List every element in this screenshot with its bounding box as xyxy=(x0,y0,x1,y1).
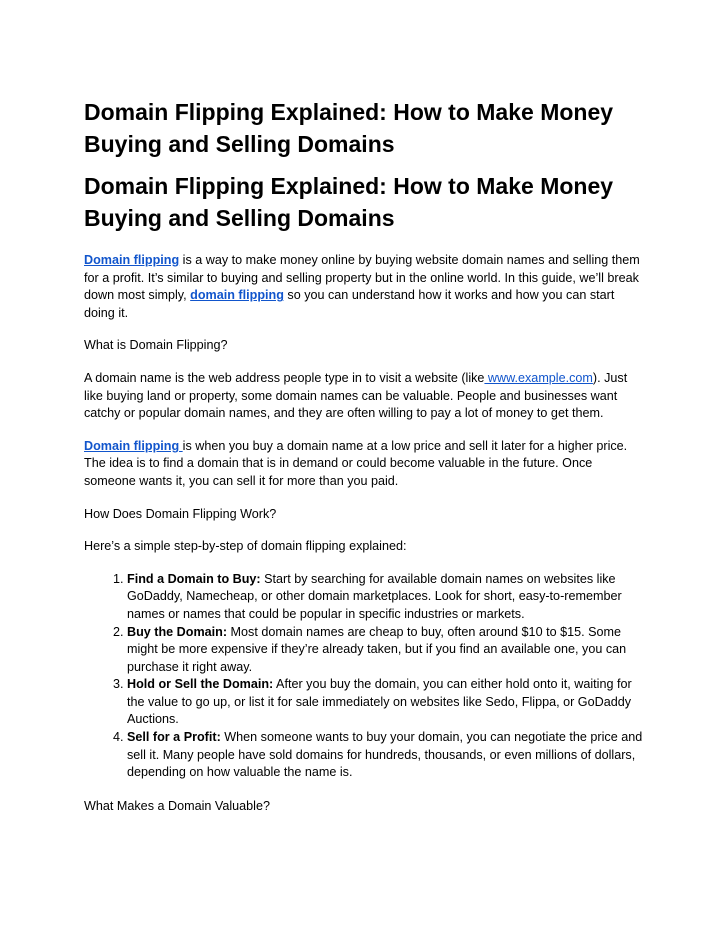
steps-list xyxy=(84,571,644,782)
step-text: Start by searching for available domain names on websites like GoDaddy, Namecheap, or other domain marketplaces. Look for short, easy-to-remember names or names that could be popular in specific industries or markets. xyxy=(127,571,622,621)
flipping-definition-text: is when you buy a domain name at a low price and sell it later for a higher price. The idea is to find a domain that is in demand or could become valuable in the future. Once someone wants it, you can sell it for more than you paid. xyxy=(84,438,628,488)
document-page xyxy=(84,96,644,830)
step-title: Sell for a Profit: xyxy=(127,730,221,745)
section-heading-how-it-works: How Does Domain Flipping Work? xyxy=(84,506,277,521)
steps-intro: Here’s a simple step-by-step of domain flipping explained: xyxy=(84,539,407,554)
domain-name-text-2: ). Just like buying land or property, some domain names can be valuable. People and businesses want catchy or popular domain names, and they are often willing to pay a lot of money to get them. xyxy=(84,370,628,421)
intro-text-1: is a way to make money online by buying website domain names and selling them for a profit. It’s similar to buying and selling property but in the online world. In this guide, we’ll break down most simply, xyxy=(84,253,640,303)
step-text: After you buy the domain, you can either hold onto it, waiting for the value to go up, or list it for sale immediately on websites like Sedo, Flippa, or GoDaddy Auctions. xyxy=(127,677,632,727)
step-title: Hold or Sell the Domain: xyxy=(127,677,274,692)
section-heading-valuable: What Makes a Domain Valuable? xyxy=(84,798,270,813)
list-item xyxy=(127,676,644,729)
domain-flipping-link-2[interactable]: domain flipping xyxy=(190,288,284,303)
domain-name-text-1: A domain name is the web address people type in to visit a website (like xyxy=(84,370,485,385)
step-text: Most domain names are cheap to buy, often around $10 to $15. Some might be more expensive if they’re already taken, but if you find an available one, you can purchase it right away. xyxy=(127,624,627,674)
step-title: Buy the Domain: xyxy=(127,624,228,639)
section-heading-what-is: What is Domain Flipping? xyxy=(84,338,228,353)
list-item xyxy=(127,624,644,677)
domain-flipping-link-3[interactable]: Domain flipping xyxy=(84,438,183,453)
example-url-link[interactable]: www.example.com xyxy=(484,370,593,385)
page-title: Domain Flipping Explained: How to Make Money Buying and Selling Domains xyxy=(84,99,614,157)
domain-flipping-link-1[interactable]: Domain flipping xyxy=(84,253,180,267)
domain-name-paragraph xyxy=(84,370,644,423)
article-heading: Domain Flipping Explained: How to Make Money Buying and Selling Domains xyxy=(84,173,614,231)
list-item xyxy=(127,571,644,624)
list-item xyxy=(127,729,644,782)
intro-paragraph xyxy=(84,252,644,322)
step-title: Find a Domain to Buy: xyxy=(127,571,261,586)
flipping-definition-paragraph xyxy=(84,438,644,491)
step-text: When someone wants to buy your domain, you can negotiate the price and sell it. Many people have sold domains for hundreds, thousands, or even millions of dollars, depending on how valuable the name is. xyxy=(127,730,643,780)
intro-text-2: so you can understand how it works and how you can start doing it. xyxy=(84,288,615,320)
